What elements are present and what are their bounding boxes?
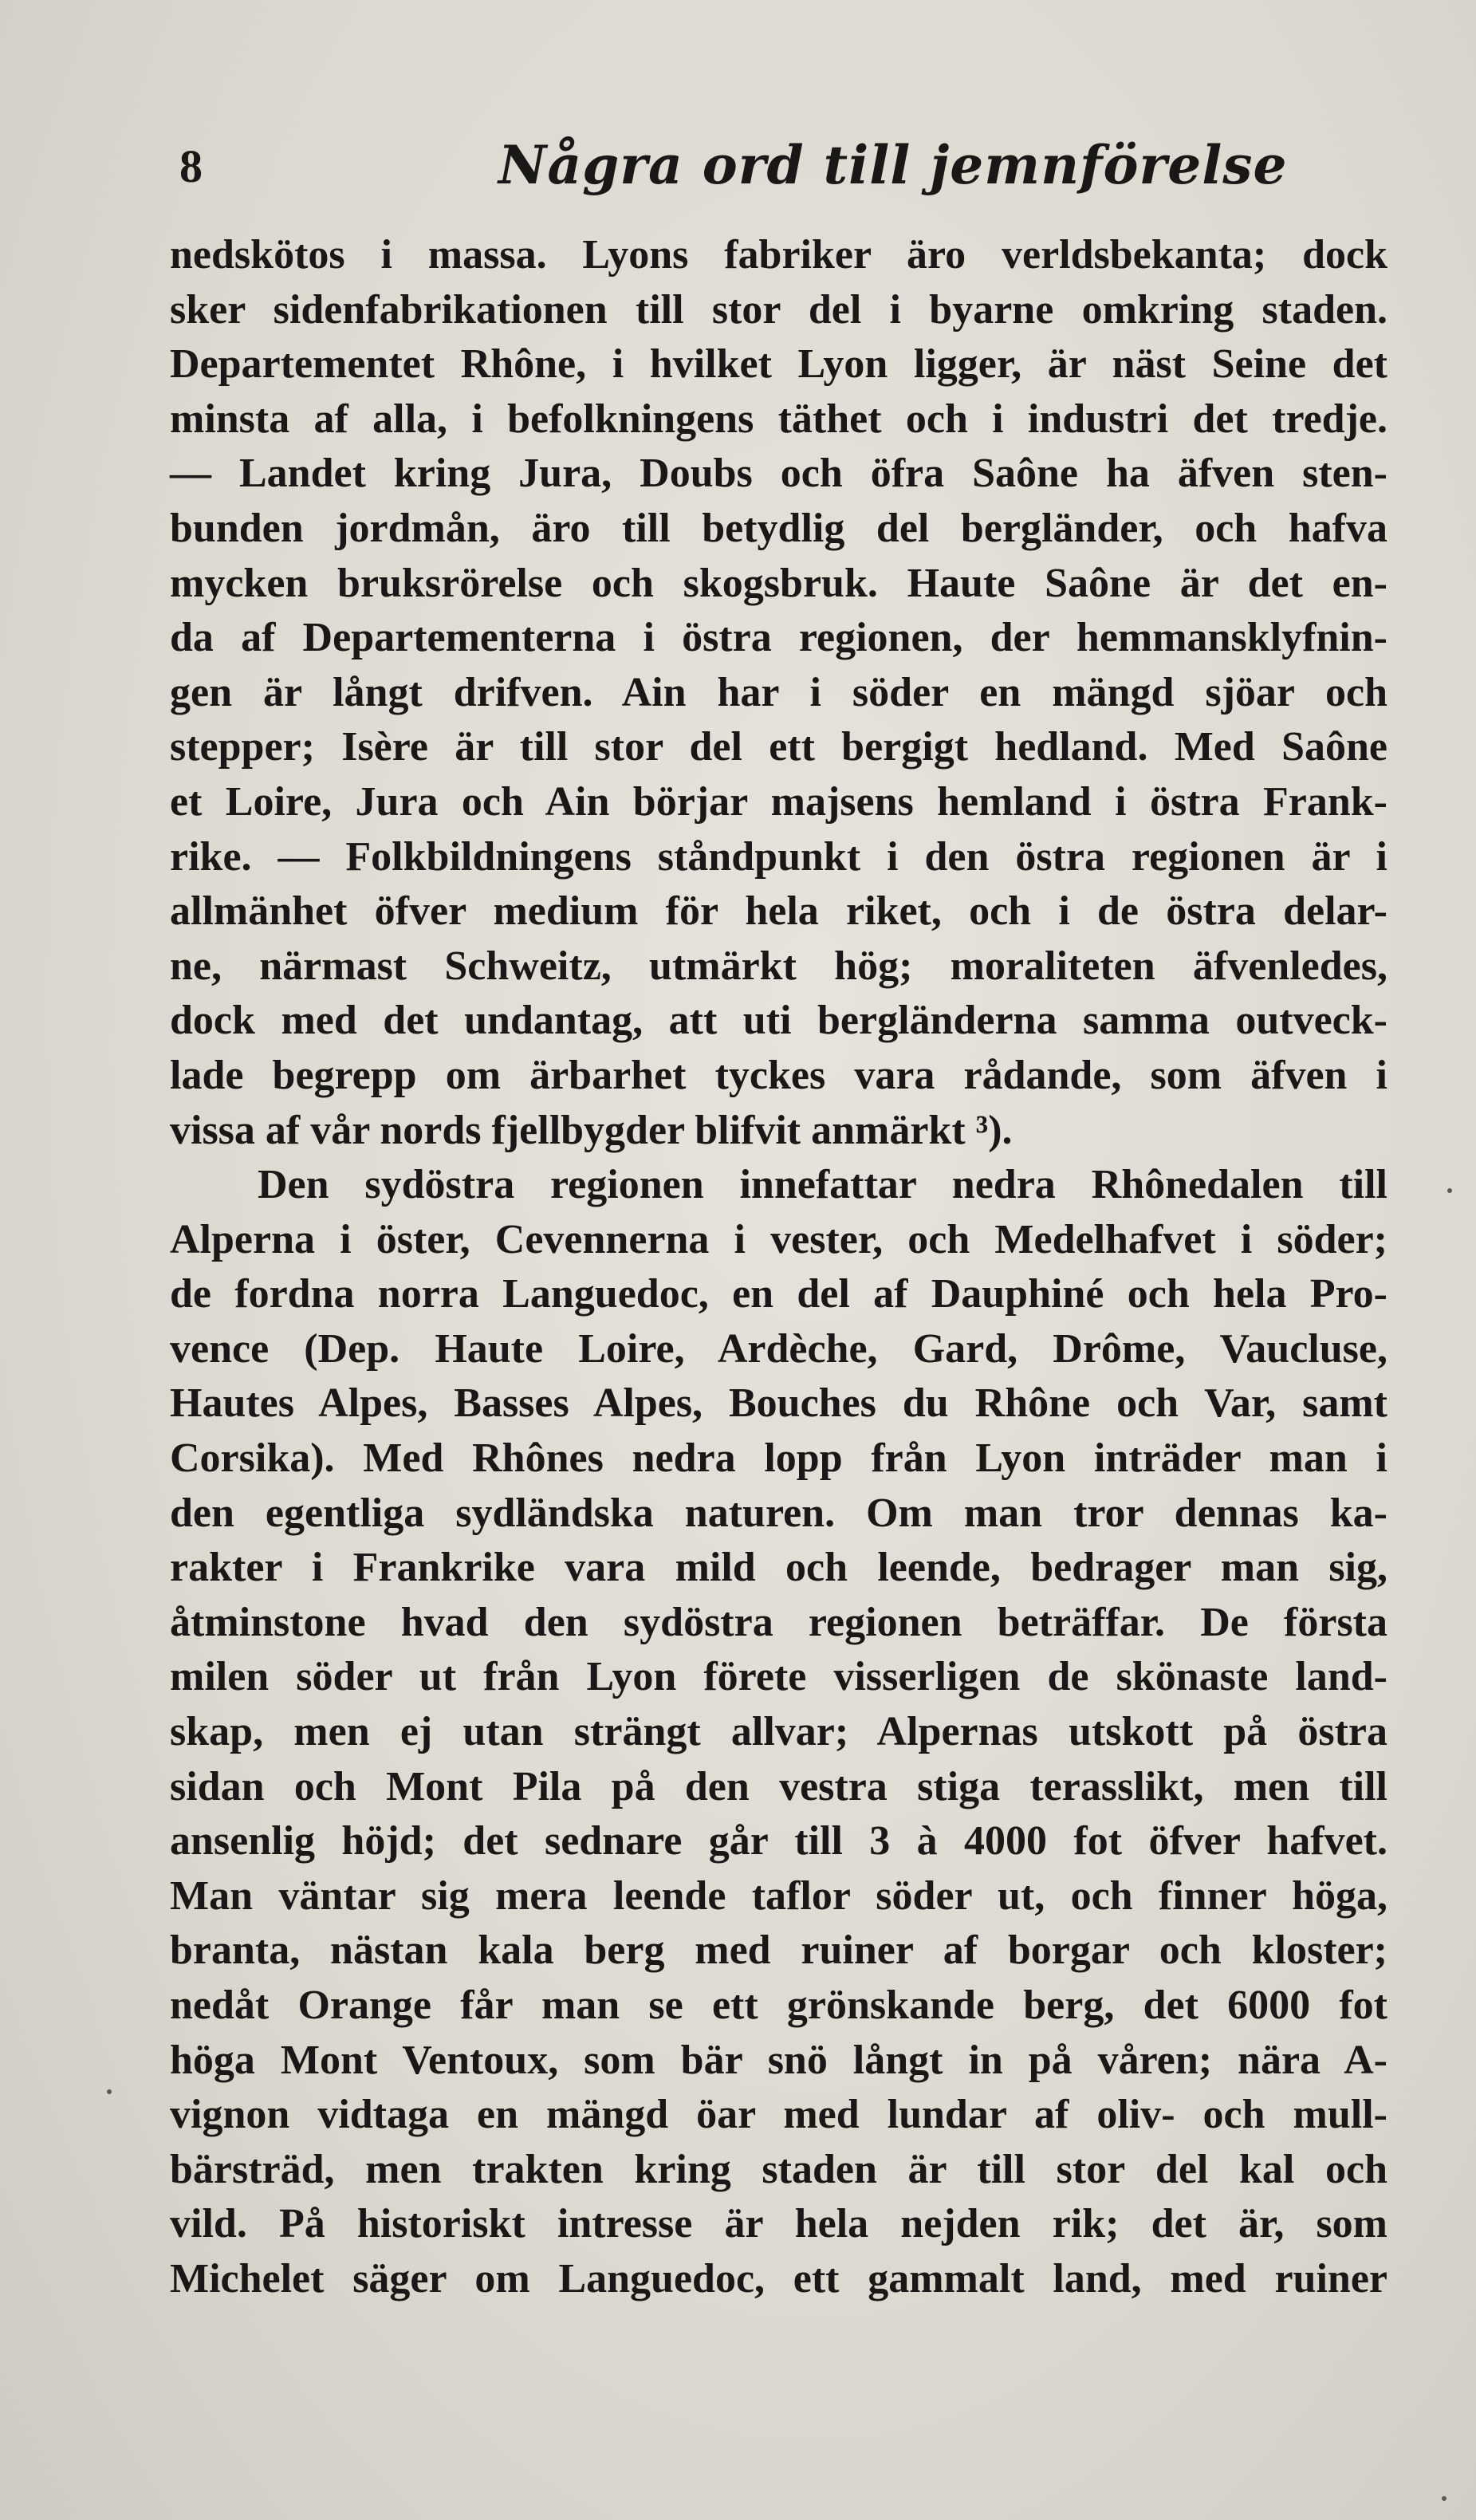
text-line: dock med det undantag, att uti bergländerna samma outveck- [170,998,1387,1044]
text-line: vignon vidtaga en mängd öar med lundar af oliv- och mull- [170,2092,1387,2138]
text-line: den egentliga sydländska naturen. Om man tror dennas ka- [170,1490,1387,1536]
paper-speck [107,2089,112,2094]
text-line: nedåt Orange får man se ett grönskande berg, det 6000 fot [170,1983,1387,2028]
text-line: Man väntar sig mera leende taflor söder ut, och finner höga, [170,1872,1387,1919]
text-line: allmänhet öfver medium för hela riket, och i de östra delar- [170,888,1387,935]
text-line: Corsika). Med Rhônes nedra lopp från Lyon inträder man i [170,1435,1387,1482]
body-text [170,228,1387,2307]
page-header [171,134,1387,222]
text-line: Departementet Rhône, i hvilket Lyon ligger, är näst Seine det [170,341,1387,388]
text-line: lade begrepp om ärbarhet tyckes vara rådande, som äfven i [170,1052,1387,1098]
text-line: Alperna i öster, Cevennerna i vester, och Medelhafvet i söder; [170,1216,1387,1262]
text-line: ansenlig höjd; det sednare går till 3 à 4000 fot öfver hafvet. [170,1818,1387,1864]
text-line: Den sydöstra regionen innefattar nedra Rhônedalen till [258,1162,1387,1208]
text-line: ne, närmast Schweitz, utmärkt hög; moraliteten äfvenledes, [170,943,1387,989]
text-line: mycken bruksrörelse och skogsbruk. Haute Saône är det en- [170,560,1387,606]
text-line: åtminstone hvad den sydöstra regionen beträffar. De första [170,1599,1387,1645]
text-line: nedskötos i massa. Lyons fabriker äro verldsbekanta; dock [170,232,1387,278]
text-line: bunden jordmån, äro till betydlig del bergländer, och hafva [170,505,1387,551]
text-line: minsta af alla, i befolkningens täthet och i industri det tredje. [170,396,1387,442]
page-number: 8 [179,140,203,192]
text-line: vild. På historiskt intresse är hela nejden rik; det är, som [170,2201,1387,2247]
text-line: vissa af vår nords fjellbygder blifvit anmärkt ³). [170,1107,1013,1153]
text-line: branta, nästan kala berg med ruiner af borgar och kloster; [170,1927,1387,1974]
paper-speck [1442,2496,1446,2501]
text-line: rakter i Frankrike vara mild och leende, bedrager man sig, [170,1545,1387,1591]
text-line: sker sidenfabrikationen till stor del i byarne omkring staden. [170,286,1387,333]
text-line: sidan och Mont Pila på den vestra stiga terasslikt, men till [170,1763,1387,1809]
text-line: höga Mont Ventoux, som bär snö långt in på våren; nära A- [170,2037,1387,2083]
text-line: de fordna norra Languedoc, en del af Dauphiné och hela Pro- [170,1271,1387,1317]
text-line: skap, men ej utan strängt allvar; Alpernas utskott på östra [170,1709,1387,1755]
running-title: Några ord till jemnförelse [498,134,1288,196]
text-line: stepper; Isère är till stor del ett bergigt hedland. Med Saône [170,724,1387,770]
text-line: vence (Dep. Haute Loire, Ardèche, Gard, Drôme, Vaucluse, [170,1325,1387,1372]
text-line: Michelet säger om Languedoc, ett gammalt land, med ruiner [170,2255,1387,2301]
text-line: Hautes Alpes, Basses Alpes, Bouches du Rhône och Var, samt [170,1380,1387,1427]
text-line: gen är långt drifven. Ain har i söder en mängd sjöar och [170,669,1387,715]
text-line: bärsträd, men trakten kring staden är till stor del kal och [170,2146,1387,2192]
text-line: — Landet kring Jura, Doubs och öfra Saône ha äfven sten- [170,451,1387,497]
text-line: milen söder ut från Lyon förete visserligen de skönaste land- [170,1654,1387,1700]
text-line: rike. — Folkbildningens ståndpunkt i den östra regionen är i [170,833,1387,880]
paper-speck [1447,1188,1452,1193]
text-line: da af Departementerna i östra regionen, der hemmansklyfnin- [170,615,1387,661]
text-line: et Loire, Jura och Ain börjar majsens hemland i östra Frank- [170,778,1387,825]
